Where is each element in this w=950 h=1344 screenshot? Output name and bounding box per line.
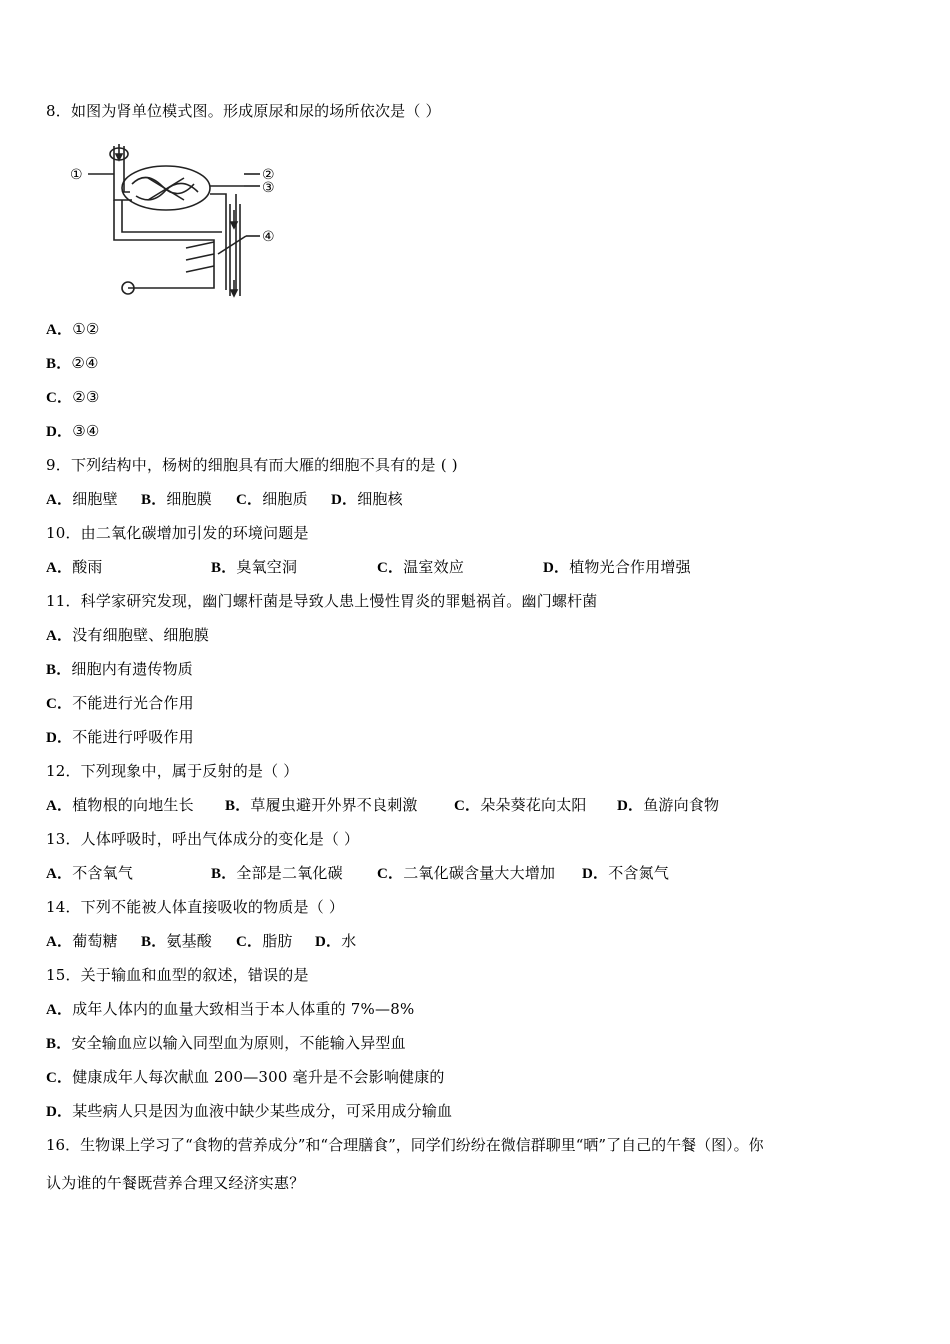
q8-option-d[interactable]: D．③④ — [46, 422, 100, 440]
q13-option-d[interactable]: D．不含氮气 — [582, 864, 670, 882]
q8-option-a[interactable]: A．①② — [46, 320, 100, 338]
q14-option-a[interactable]: A．葡萄糖 — [46, 932, 118, 950]
q13-option-b[interactable]: B．全部是二氧化碳 — [211, 864, 343, 882]
q15-option-d[interactable]: D．某些病人只是因为血液中缺少某些成分，可采用成分输血 — [46, 1102, 453, 1120]
diagram-label-3: ③ — [262, 180, 275, 196]
q16-stem-line-2: 认为谁的午餐既营养合理又经济实惠？ — [46, 1174, 305, 1192]
q14-option-d[interactable]: D．水 — [315, 932, 357, 950]
q10-option-a[interactable]: A．酸雨 — [46, 558, 103, 576]
q10-stem: 10．由二氧化碳增加引发的环境问题是 — [46, 524, 309, 542]
q9-option-a[interactable]: A．细胞壁 — [46, 490, 118, 508]
q11-option-d[interactable]: D．不能进行呼吸作用 — [46, 728, 194, 746]
q12-option-c[interactable]: C．朵朵葵花向太阳 — [454, 796, 587, 814]
q14-option-b[interactable]: B．氨基酸 — [141, 932, 213, 950]
nephron-diagram — [66, 140, 296, 300]
diagram-label-4: ④ — [262, 229, 275, 245]
q11-option-c[interactable]: C．不能进行光合作用 — [46, 694, 194, 712]
q16-stem-line-1: 16．生物课上学习了“食物的营养成分”和“合理膳食”，同学们纷纷在微信群聊里“晒”了自己的午餐（图）。你 — [46, 1136, 764, 1154]
q9-option-d[interactable]: D．细胞核 — [331, 490, 403, 508]
q12-option-a[interactable]: A．植物根的向地生长 — [46, 796, 194, 814]
q8-stem: 8．如图为肾单位模式图。形成原尿和尿的场所依次是（ ） — [46, 102, 441, 120]
q13-option-a[interactable]: A．不含氧气 — [46, 864, 134, 882]
q9-option-b[interactable]: B．细胞膜 — [141, 490, 213, 508]
q11-option-b[interactable]: B．细胞内有遗传物质 — [46, 660, 194, 678]
q10-option-c[interactable]: C．温室效应 — [377, 558, 465, 576]
q15-option-c[interactable]: C．健康成年人每次献血 200—300 毫升是不会影响健康的 — [46, 1068, 445, 1086]
q14-option-c[interactable]: C．脂肪 — [236, 932, 293, 950]
q13-stem: 13．人体呼吸时，呼出气体成分的变化是（ ） — [46, 830, 360, 848]
diagram-label-1: ① — [70, 167, 83, 183]
q15-option-b[interactable]: B．安全输血应以输入同型血为原则，不能输入异型血 — [46, 1034, 406, 1052]
q10-option-b[interactable]: B．臭氧空洞 — [211, 558, 298, 576]
q13-option-c[interactable]: C．二氧化碳含量大大增加 — [377, 864, 556, 882]
q11-option-a[interactable]: A．没有细胞壁、细胞膜 — [46, 626, 210, 644]
q8-option-b[interactable]: B．②④ — [46, 354, 99, 372]
q12-option-b[interactable]: B．草履虫避开外界不良刺激 — [225, 796, 418, 814]
q11-stem: 11．科学家研究发现，幽门螺杆菌是导致人患上慢性胃炎的罪魁祸首。幽门螺杆菌 — [46, 592, 598, 610]
q9-option-c[interactable]: C．细胞质 — [236, 490, 308, 508]
q14-stem: 14．下列不能被人体直接吸收的物质是（ ） — [46, 898, 345, 916]
q15-stem: 15．关于输血和血型的叙述，错误的是 — [46, 966, 309, 984]
q12-option-d[interactable]: D．鱼游向食物 — [617, 796, 720, 814]
q9-stem: 9．下列结构中，杨树的细胞具有而大雁的细胞不具有的是 ( ) — [46, 456, 458, 474]
q12-stem: 12．下列现象中，属于反射的是（ ） — [46, 762, 299, 780]
q15-option-a[interactable]: A．成年人体内的血量大致相当于本人体重的 7%—8% — [46, 1000, 415, 1018]
q8-option-c[interactable]: C．②③ — [46, 388, 100, 406]
q10-option-d[interactable]: D．植物光合作用增强 — [543, 558, 691, 576]
diagram-label-2: ② — [262, 167, 275, 183]
